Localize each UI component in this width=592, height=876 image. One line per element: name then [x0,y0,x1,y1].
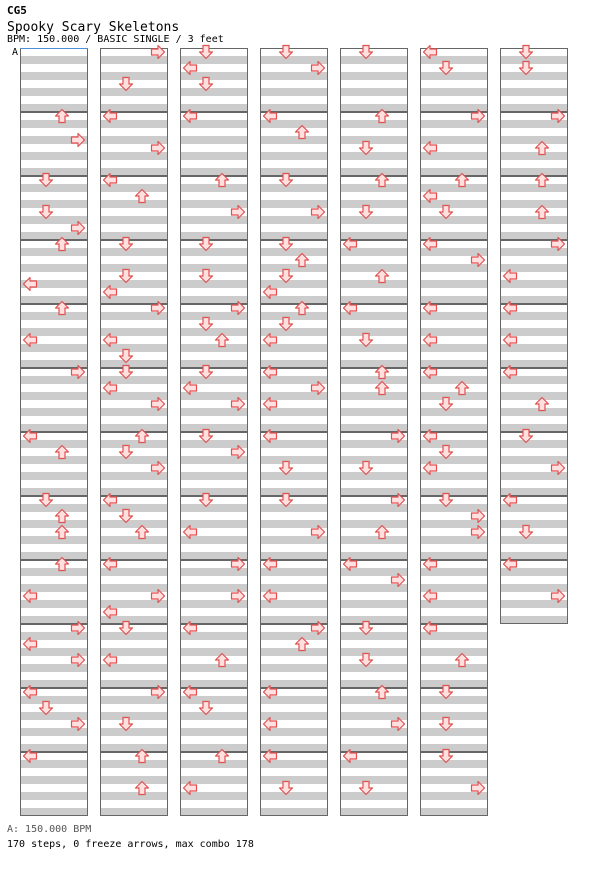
measure-stripe [180,808,248,816]
measure-stripe [100,728,168,736]
measure-stripe [340,376,408,384]
measure-stripe [20,184,88,192]
measure-stripe [260,504,328,512]
measure-stripe [420,744,488,752]
measure-stripe [340,264,408,272]
measure-stripe [340,680,408,688]
measure-7 [20,496,88,560]
measure-stripe [340,280,408,288]
measure-36 [260,48,328,112]
measure-stripe [500,616,568,624]
measure-stripe [340,808,408,816]
measure-stripe [100,360,168,368]
measure-stripe [100,248,168,256]
measure-stripe [340,536,408,544]
measure-stripe [340,168,408,176]
measure-stripe [340,152,408,160]
measure-stripe [20,56,88,64]
game-code: CG5 [7,4,27,17]
measure-stripe [180,760,248,768]
measure-57 [340,624,408,688]
measure-stripe [340,472,408,480]
measure-23 [100,752,168,816]
measure-stripe [180,424,248,432]
measure-stripe [500,392,568,400]
measure-stripe [420,408,488,416]
measure-stripe [500,152,568,160]
bpm-footer: A: 150.000 BPM [7,824,92,835]
measure-stripe [340,216,408,224]
measure-stripe [340,616,408,624]
measure-stripe [20,808,88,816]
measure-stripe [20,392,88,400]
measure-stripe [340,776,408,784]
measure-27 [180,240,248,304]
measure-stripe [20,248,88,256]
section-mark: A [12,47,19,58]
measure-stripe [500,424,568,432]
measure-stripe [420,696,488,704]
measure-stripe [100,440,168,448]
measure-stripe [420,648,488,656]
measure-stripe [100,744,168,752]
measure-stripe [340,56,408,64]
measure-stripe [500,136,568,144]
measure-stripe [100,792,168,800]
measure-stripe [100,632,168,640]
measure-stripe [420,680,488,688]
measure-stripe [340,200,408,208]
measure-stripe [340,392,408,400]
measure-stripe [260,664,328,672]
measure-stripe [260,264,328,272]
measure-stripe [500,200,568,208]
measure-53 [340,368,408,432]
measure-stripe [100,88,168,96]
stats-footer: 170 steps, 0 freeze arrows, max combo 178 [7,839,254,850]
measure-49 [340,112,408,176]
measure-stripe [420,72,488,80]
measure-stripe [500,216,568,224]
measure-stripe [340,328,408,336]
measure-stripe [180,264,248,272]
measure-stripe [340,360,408,368]
measure-stripe [180,712,248,720]
measure-stripe [340,136,408,144]
measure-stripe [500,168,568,176]
measure-3 [20,240,88,304]
measure-stripe [260,232,328,240]
measure-stripe [500,88,568,96]
measure-0 [20,48,88,112]
measure-70 [420,688,488,752]
measure-stripe [260,248,328,256]
measure-stripe [100,424,168,432]
measure-stripe [180,136,248,144]
measure-stripe [260,648,328,656]
measure-stripe [180,328,248,336]
measure-stripe [260,136,328,144]
measure-stripe [420,808,488,816]
measure-stripe [500,56,568,64]
measure-stripe [100,216,168,224]
measure-stripe [100,200,168,208]
measure-stripe [180,728,248,736]
measure-stripe [340,520,408,528]
measure-stripe [340,184,408,192]
measure-stripe [20,72,88,80]
measure-30 [180,432,248,496]
measure-stripe [180,472,248,480]
measure-stripe [340,664,408,672]
measure-stripe [420,664,488,672]
measure-stripe [20,168,88,176]
measure-stripe [340,632,408,640]
measure-stripe [20,776,88,784]
measure-stripe [260,792,328,800]
measure-stripe [100,72,168,80]
measure-stripe [260,456,328,464]
measure-stripe [260,776,328,784]
measure-stripe [180,168,248,176]
measure-stripe [20,536,88,544]
measure-stripe [500,72,568,80]
measure-stripe [340,456,408,464]
measure-stripe [100,760,168,768]
measure-stripe [260,184,328,192]
measure-stripe [180,744,248,752]
measure-stripe [20,408,88,416]
measure-stripe [420,728,488,736]
measure-stripe [340,408,408,416]
measure-stripe [420,392,488,400]
measure-stripe [100,536,168,544]
measure-stripe [420,712,488,720]
measure-stripe [500,536,568,544]
measure-stripe [260,168,328,176]
measure-stripe [420,760,488,768]
measure-stripe [100,776,168,784]
measure-48 [340,48,408,112]
measure-stripe [20,264,88,272]
measure-stripe [100,520,168,528]
measure-stripe [180,184,248,192]
measure-stripe [20,120,88,128]
measure-stripe [420,280,488,288]
measure-stripe [180,504,248,512]
measure-stripe [500,408,568,416]
measure-stripe [180,88,248,96]
measure-stripe [500,520,568,528]
measure-stripe [340,72,408,80]
measure-stripe [100,232,168,240]
measure-stripe [20,88,88,96]
measure-stripe [420,88,488,96]
measure-62 [420,176,488,240]
measure-stripe [180,280,248,288]
measure-stripe [420,216,488,224]
measure-stripe [180,360,248,368]
measure-stripe [500,440,568,448]
measure-stripe [340,648,408,656]
measure-stripe [100,808,168,816]
measure-stripe [260,152,328,160]
song-title: Spooky Scary Skeletons [7,20,180,35]
measure-stripe [20,312,88,320]
measure-stripe [340,792,408,800]
measure-stripe [340,696,408,704]
chart-meta: BPM: 150.000 / BASIC SINGLE / 3 feet [7,34,224,45]
measure-stripe [180,488,248,496]
measure-stripe [100,712,168,720]
measure-stripe [420,488,488,496]
measure-stripe [20,792,88,800]
measure-stripe [20,552,88,560]
measure-74 [500,176,568,240]
measure-stripe [340,120,408,128]
measure-stripe [500,184,568,192]
measure-stripe [260,312,328,320]
measure-stripe [260,808,328,816]
measure-stripe [260,472,328,480]
measure-stripe [20,488,88,496]
measure-stripe [180,152,248,160]
measure-stripe [180,232,248,240]
measure-stripe [340,88,408,96]
measure-stripe [420,168,488,176]
measure-stripe [20,152,88,160]
measure-stripe [100,264,168,272]
measure-stripe [20,472,88,480]
measure-stripe [180,664,248,672]
measure-stripe [180,248,248,256]
measure-stripe [340,600,408,608]
measure-stripe [260,488,328,496]
measure-stripe [180,648,248,656]
measure-stripe [340,104,408,112]
measure-stripe [20,104,88,112]
measure-stripe [20,456,88,464]
measure-stripe [180,344,248,352]
measure-stripe [260,88,328,96]
measure-stripe [340,344,408,352]
measure-stripe [20,520,88,528]
measure-72 [500,48,568,112]
measure-24 [180,48,248,112]
measure-stripe [20,568,88,576]
measure-stripe [20,200,88,208]
measure-50 [340,176,408,240]
measure-stripe [20,296,88,304]
measure-stripe [20,504,88,512]
